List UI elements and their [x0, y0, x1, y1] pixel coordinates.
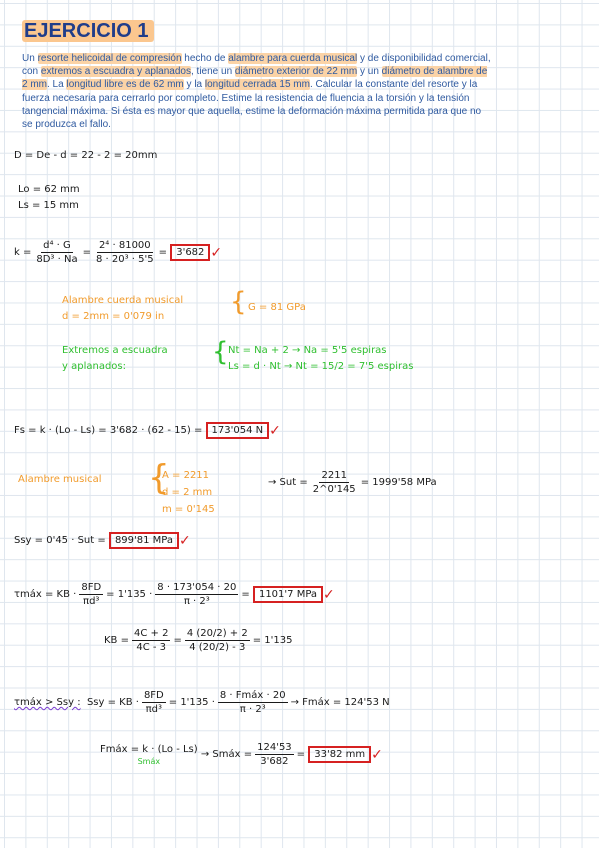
shear-stress-equation: τmáx = KB · $\frac{8FD}{\text{πd³}}$ = 1'135 · $\frac{8 \cdot 173'054 \cdot 20}{\text{π · 2³}}$ = 1101'7 MPa ✓: [14, 582, 335, 607]
highlighted-text: longitud libre es de 62 mm: [66, 79, 184, 91]
highlighted-text: diámetro exterior de 22 mm: [234, 66, 358, 78]
highlighted-text: diámetro de alambre de 2 mm: [22, 66, 488, 91]
max-force-equation: τmáx > Ssy : Ssy = KB · $\frac{8FD}{\text{πd³}}$ = 1'135 · $\frac{\text{8 · Fmáx · 20}}{\text{π · 2³}}$ → Fmáx = 124'53 N: [14, 690, 390, 715]
check-icon: ✓: [323, 586, 335, 603]
highlighted-text: alambre para cuerda musical: [228, 53, 358, 64]
brace-icon: {: [148, 458, 170, 498]
ends-label: Extremos a escuadra: [62, 345, 168, 356]
max-deflection-equation: Fmáx = k · (Lo - Ls) Smáx → Smáx = $\frac{124'53}{3'682}$ = 33'82 mm ✓: [100, 742, 383, 767]
solid-force-result: 173'054 N: [206, 422, 270, 439]
active-coils-line: Ls = d · Nt → Nt = 15/2 = 7'5 espiras: [228, 361, 414, 372]
total-coils-line: Nt = Na + 2 → Na = 5'5 espiras: [228, 345, 387, 356]
highlighted-text: longitud cerrada 15 mm: [204, 79, 310, 91]
problem-statement: [22, 52, 492, 131]
material-label: Alambre cuerda musical: [62, 295, 184, 306]
check-icon: ✓: [179, 532, 191, 549]
spring-rate-result: 3'682: [170, 244, 210, 261]
music-wire-label: Alambre musical: [18, 474, 102, 485]
shear-stress-result: 1101'7 MPa: [253, 586, 323, 603]
check-icon: ✓: [371, 746, 383, 763]
material-diameter: d = 2mm = 0'079 in: [62, 311, 165, 322]
yield-strength-equation: Ssy = 0'45 · Sut = 899'81 MPa ✓: [14, 532, 191, 549]
tensile-strength-equation: → Sut = $\frac{2211}{2\^{}0'145}$ = 1999'58 MPa: [268, 470, 437, 495]
statement-text: y de disponibilidad comercial, con: [22, 53, 491, 78]
bergstrasser-factor-equation: KB = $\frac{4C + 2}{4C - 3}$ = $\frac{4 (20/2) + 2}{4 (20/2) - 3}$ = 1'135: [104, 628, 293, 653]
statement-text: . La: [47, 79, 67, 91]
comparison-label: τmáx > Ssy :: [14, 697, 81, 708]
spring-rate-equation: k = $\frac{\text{d⁴ · G}}{\text{8D³ · Na}}$ = $\frac{\text{2⁴ · 81000}}{\text{8 · 20³ · 5'5}}$ = 3'682 ✓: [14, 240, 223, 265]
diameter-line: D = De - d = 22 - 2 = 20mm: [14, 150, 158, 161]
ends-label-2: y aplanados:: [62, 361, 126, 372]
statement-text: Un: [22, 53, 38, 64]
const-m: m = 0'145: [162, 504, 215, 515]
highlighted-text: resorte helicoidal de compresión: [37, 53, 182, 64]
statement-text: y un: [357, 66, 382, 78]
max-deflection-result: 33'82 mm: [308, 746, 371, 763]
free-length: Lo = 62 mm: [18, 184, 80, 195]
shear-modulus: G = 81 GPa: [248, 302, 306, 313]
highlighted-text: extremos a escuadra y aplanados: [40, 66, 191, 78]
solid-length: Ls = 15 mm: [18, 200, 79, 211]
page-title: EJERCICIO 1: [22, 20, 154, 43]
const-d: d = 2 mm: [162, 487, 213, 498]
solid-force-equation: Fs = k · (Lo - Ls) = 3'682 · (62 - 15) = 173'054 N ✓: [14, 422, 281, 439]
statement-text: y la: [183, 79, 205, 91]
statement-text: hecho de: [181, 53, 229, 64]
statement-text: . Calcular la constante del resorte y la fuerza necesaria para cerrarlo por completo. Estime la resistencia de fluencia a la torsión y la tensión tangencial máxima. Si ésta es mayor que aquella, estime la deformación máxima permitida para que no se produzca el fallo.: [22, 79, 482, 131]
check-icon: ✓: [269, 422, 281, 439]
smax-underlabel: Smáx: [137, 756, 161, 766]
yield-strength-result: 899'81 MPa: [109, 532, 179, 549]
check-icon: ✓: [210, 244, 223, 261]
const-a: A = 2211: [162, 470, 210, 481]
brace-icon: {: [212, 337, 229, 367]
statement-text: , tiene un: [191, 66, 235, 78]
brace-icon: {: [230, 287, 247, 317]
